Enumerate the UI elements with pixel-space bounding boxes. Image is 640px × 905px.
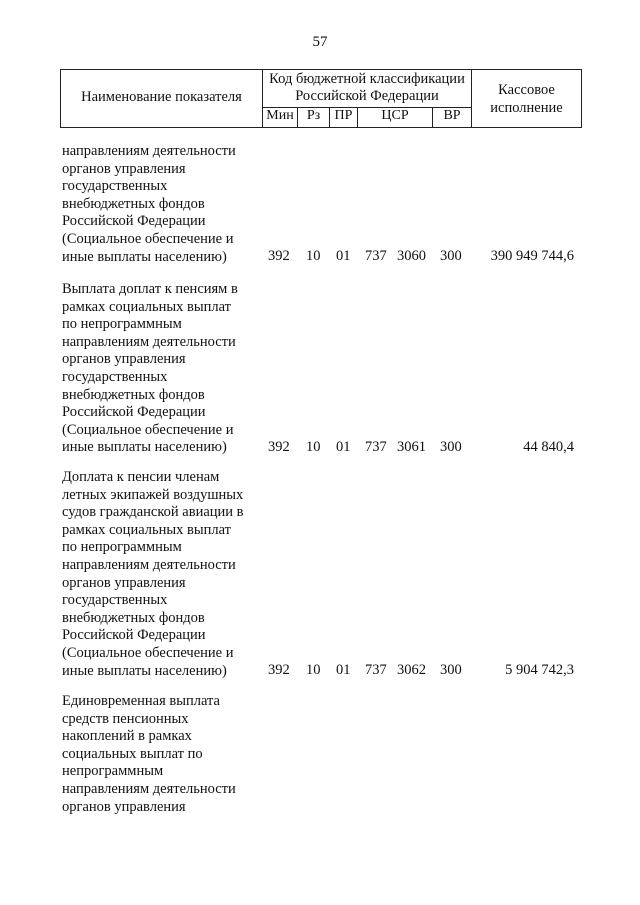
- code-csr-number: 3061: [397, 439, 426, 455]
- row-description: направлениям деятельности органов управления государственных внебюджетных фондов Российской Федерации (Социальное обеспечение и иные выплаты населению): [62, 143, 236, 265]
- code-csr-prefix: 737: [365, 248, 387, 264]
- page-number: 57: [312, 34, 328, 50]
- code-csr-number: 3060: [397, 248, 426, 264]
- header-rz: Рз: [306, 108, 321, 123]
- code-vr: 300: [440, 662, 462, 678]
- header-pr: ПР: [334, 108, 353, 123]
- code-csr-prefix: 737: [365, 439, 387, 455]
- header-vr: ВР: [443, 108, 461, 123]
- code-pr: 01: [336, 439, 351, 455]
- code-rz: 10: [306, 662, 321, 678]
- code-rz: 10: [306, 248, 321, 264]
- code-min: 392: [268, 439, 290, 455]
- amount: 44 840,4: [523, 439, 574, 455]
- code-pr: 01: [336, 248, 351, 264]
- code-vr: 300: [440, 248, 462, 264]
- header-min: Мин: [266, 108, 294, 123]
- header-code-group-line1: Код бюджетной классификации: [269, 71, 465, 87]
- amount: 5 904 742,3: [505, 662, 574, 678]
- amount: 390 949 744,6: [490, 248, 574, 264]
- code-csr-number: 3062: [397, 662, 426, 678]
- header-amount-line1: Кассовое: [498, 82, 555, 98]
- code-vr: 300: [440, 439, 462, 455]
- header-amount: [472, 81, 581, 117]
- header-code-group-line2: Российской Федерации: [295, 88, 439, 104]
- code-pr: 01: [336, 662, 351, 678]
- header-amount-line2: исполнение: [490, 100, 563, 116]
- code-min: 392: [268, 662, 290, 678]
- header-name-column: Наименование показателя: [81, 89, 242, 105]
- code-min: 392: [268, 248, 290, 264]
- header-csr: ЦСР: [381, 108, 409, 123]
- code-rz: 10: [306, 439, 321, 455]
- row-description: Доплата к пенсии членам летных экипажей воздушных судов гражданской авиации в рамках социальных выплат по непрограммным направлениям деятельности органов управления государственных внебюджетных фондов Российской Федерации (Социальное обеспечение и иные выплаты населению): [62, 469, 244, 679]
- code-csr-prefix: 737: [365, 662, 387, 678]
- row-description: Выплата доплат к пенсиям в рамках социальных выплат по непрограммным направлениям деятельности органов управления государственных внебюджетных фондов Российской Федерации (Социальное обеспечение и иные выплаты населению): [62, 281, 238, 456]
- row-description: Единовременная выплата средств пенсионных накоплений в рамках социальных выплат по непрограммным направлениям деятельности органов управления: [62, 693, 236, 815]
- header-code-group: [263, 71, 471, 105]
